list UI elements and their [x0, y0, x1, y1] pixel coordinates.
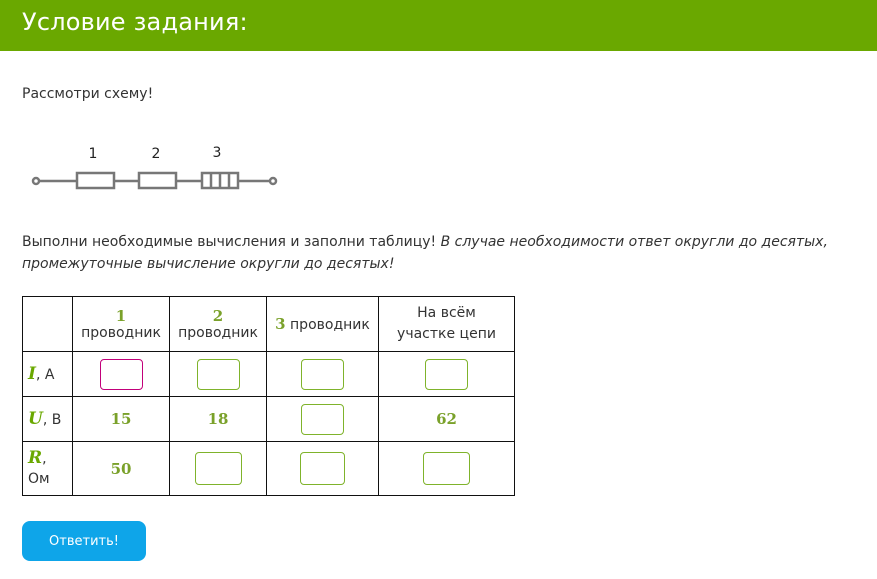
row-header-voltage — [23, 397, 73, 442]
col-number-3: 3 — [275, 315, 286, 333]
value-U-total: 62 — [436, 410, 457, 428]
col-label-total: На всём участке цепи — [397, 305, 496, 342]
col-label-1: проводник — [81, 325, 161, 341]
unit-comma: , — [42, 451, 47, 467]
submit-button[interactable]: Ответить! — [22, 521, 146, 561]
page-title: Условие задания: — [22, 8, 248, 36]
col-number-1: 1 — [115, 307, 127, 325]
var-I: I — [28, 364, 36, 384]
resistor-label-2: 2 — [151, 146, 161, 162]
circuit-diagram — [22, 138, 292, 198]
intro-text: Рассмотри схему! — [22, 86, 154, 102]
col-header-1 — [73, 297, 170, 352]
instructions — [22, 231, 877, 275]
var-R: R — [28, 448, 43, 468]
terminal-left — [33, 178, 39, 184]
resistor-2 — [139, 173, 176, 188]
col-label-3: проводник — [290, 317, 370, 333]
value-R-1: 50 — [110, 459, 132, 478]
table-row-current — [23, 352, 515, 397]
row-header-resistance — [23, 442, 73, 496]
input-I-2[interactable] — [197, 359, 240, 390]
input-R-3[interactable] — [300, 452, 345, 485]
corner-cell — [23, 297, 73, 352]
resistor-label-3: 3 — [212, 145, 222, 161]
col-label-2: проводник — [178, 325, 258, 341]
terminal-right — [270, 178, 276, 184]
instructions-note: В случае необходимости ответ округли до десятых, промежуточные вычисление округли до десятых! — [22, 234, 828, 272]
header-bar — [0, 0, 877, 51]
input-R-total[interactable] — [423, 452, 470, 485]
value-U-2: 18 — [207, 410, 229, 428]
input-I-3[interactable] — [301, 359, 344, 390]
input-I-total[interactable] — [425, 359, 468, 390]
col-header-3 — [267, 297, 379, 352]
col-header-2 — [170, 297, 267, 352]
value-U-1: 15 — [110, 410, 132, 428]
col-number-2: 2 — [212, 307, 224, 325]
col-header-total — [379, 297, 515, 352]
resistor-label-1: 1 — [88, 146, 98, 162]
input-R-2[interactable] — [195, 452, 242, 485]
answer-table — [22, 296, 515, 496]
table-row-voltage — [23, 397, 515, 442]
var-U: U — [28, 409, 43, 429]
input-U-3[interactable] — [301, 404, 344, 435]
input-I-1[interactable] — [100, 359, 143, 390]
unit-volt: , В — [42, 412, 62, 428]
instructions-text: Выполни необходимые вычисления и заполни таблицу! — [22, 234, 441, 250]
table-row-resistance — [23, 442, 515, 496]
resistor-1 — [77, 173, 114, 188]
unit-ampere: , А — [35, 367, 55, 383]
unit-ohm: Ом — [28, 471, 50, 487]
row-header-current — [23, 352, 73, 397]
